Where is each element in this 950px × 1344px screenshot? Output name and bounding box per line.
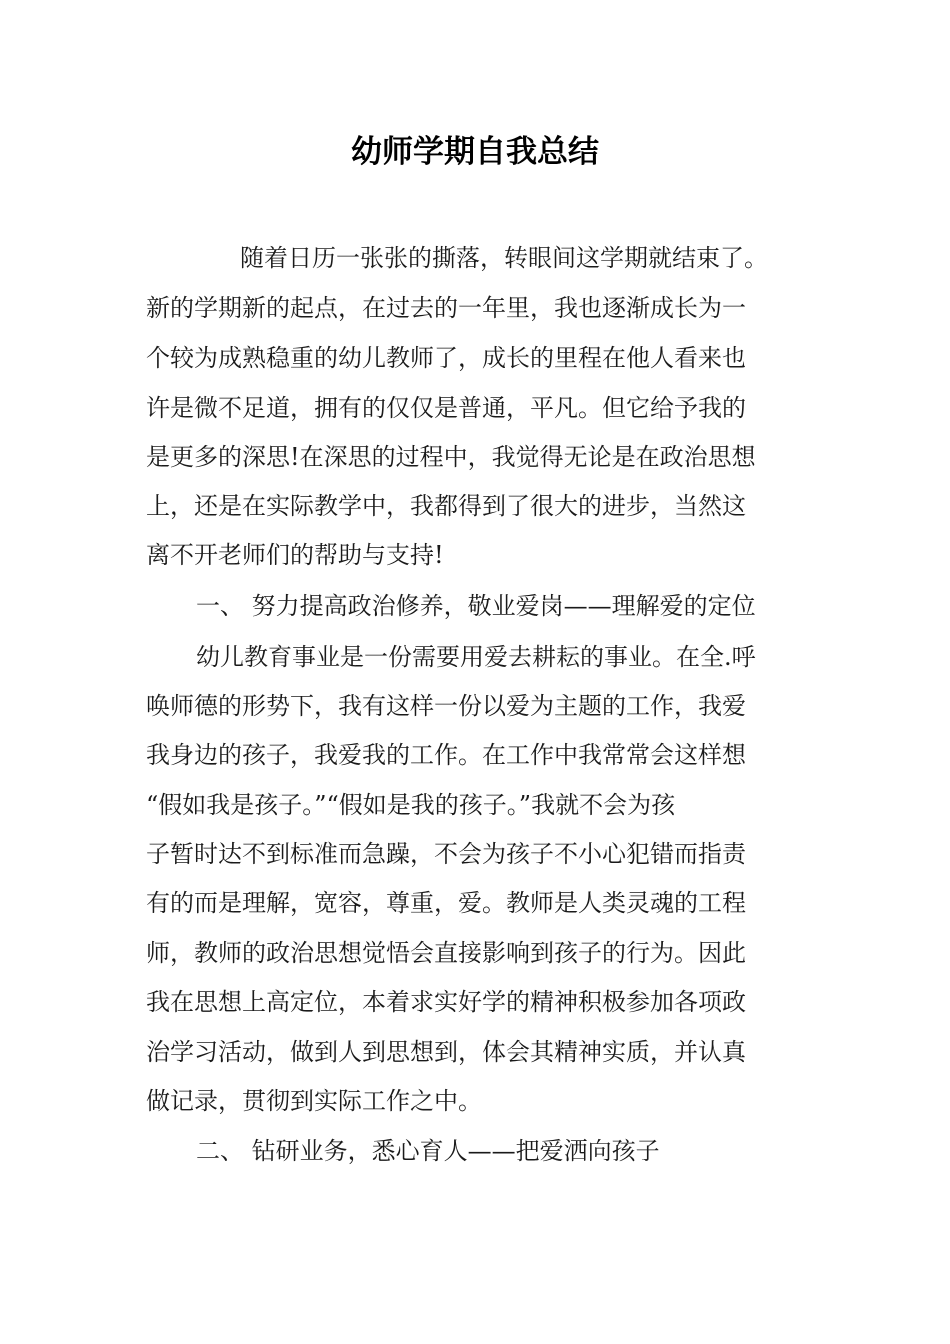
- document-title: 幼师学期自我总结: [351, 134, 599, 170]
- paragraph-line: 是更多的深思!在深思的过程中，我觉得无论是在政治思想: [146, 443, 756, 471]
- paragraph-line: 离不开老师们的帮助与支持!: [146, 541, 444, 569]
- paragraph-line: 做记录，贯彻到实际工作之中。: [146, 1087, 482, 1115]
- paragraph-line: 新的学期新的起点，在过去的一年里，我也逐渐成长为一: [146, 294, 746, 322]
- paragraph-line: 个较为成熟稳重的幼儿教师了，成长的里程在他人看来也: [146, 344, 746, 372]
- section-heading: 一、 努力提高政治修养，敬业爱岗——理解爱的定位: [196, 592, 756, 620]
- paragraph-line: 我在思想上高定位，本着求实好学的精神积极参加各项政: [146, 988, 746, 1016]
- paragraph-line: “假如我是孩子。”“假如是我的孩子。”我就不会为孩: [146, 791, 676, 819]
- paragraph-line: 幼儿教育事业是一份需要用爱去耕耘的事业。在全.呼: [196, 643, 756, 671]
- paragraph-line: 上，还是在实际教学中，我都得到了很大的进步，当然这: [146, 492, 746, 520]
- section-heading: 二、 钻研业务，悉心育人——把爱洒向孩子: [196, 1137, 660, 1165]
- paragraph-line: 治学习活动，做到人到思想到，体会其精神实质，并认真: [146, 1038, 746, 1066]
- paragraph-line: 师，教师的政治思想觉悟会直接影响到孩子的行为。因此: [146, 939, 746, 967]
- paragraph-line: 我身边的孩子，我爱我的工作。在工作中我常常会这样想: [146, 741, 746, 769]
- paragraph-line: 许是微不足道，拥有的仅仅是普通，平凡。但它给予我的: [146, 394, 746, 422]
- paragraph-line: 子暂时达不到标准而急躁，不会为孩子不小心犯错而指责: [146, 840, 746, 868]
- paragraph-line: 有的而是理解，宽容，尊重，爱。教师是人类灵魂的工程: [146, 889, 746, 917]
- paragraph-line: 唤师德的形势下，我有这样一份以爱为主题的工作，我爱: [146, 692, 746, 720]
- paragraph-line: 随着日历一张张的撕落，转眼间这学期就结束了。: [240, 244, 768, 272]
